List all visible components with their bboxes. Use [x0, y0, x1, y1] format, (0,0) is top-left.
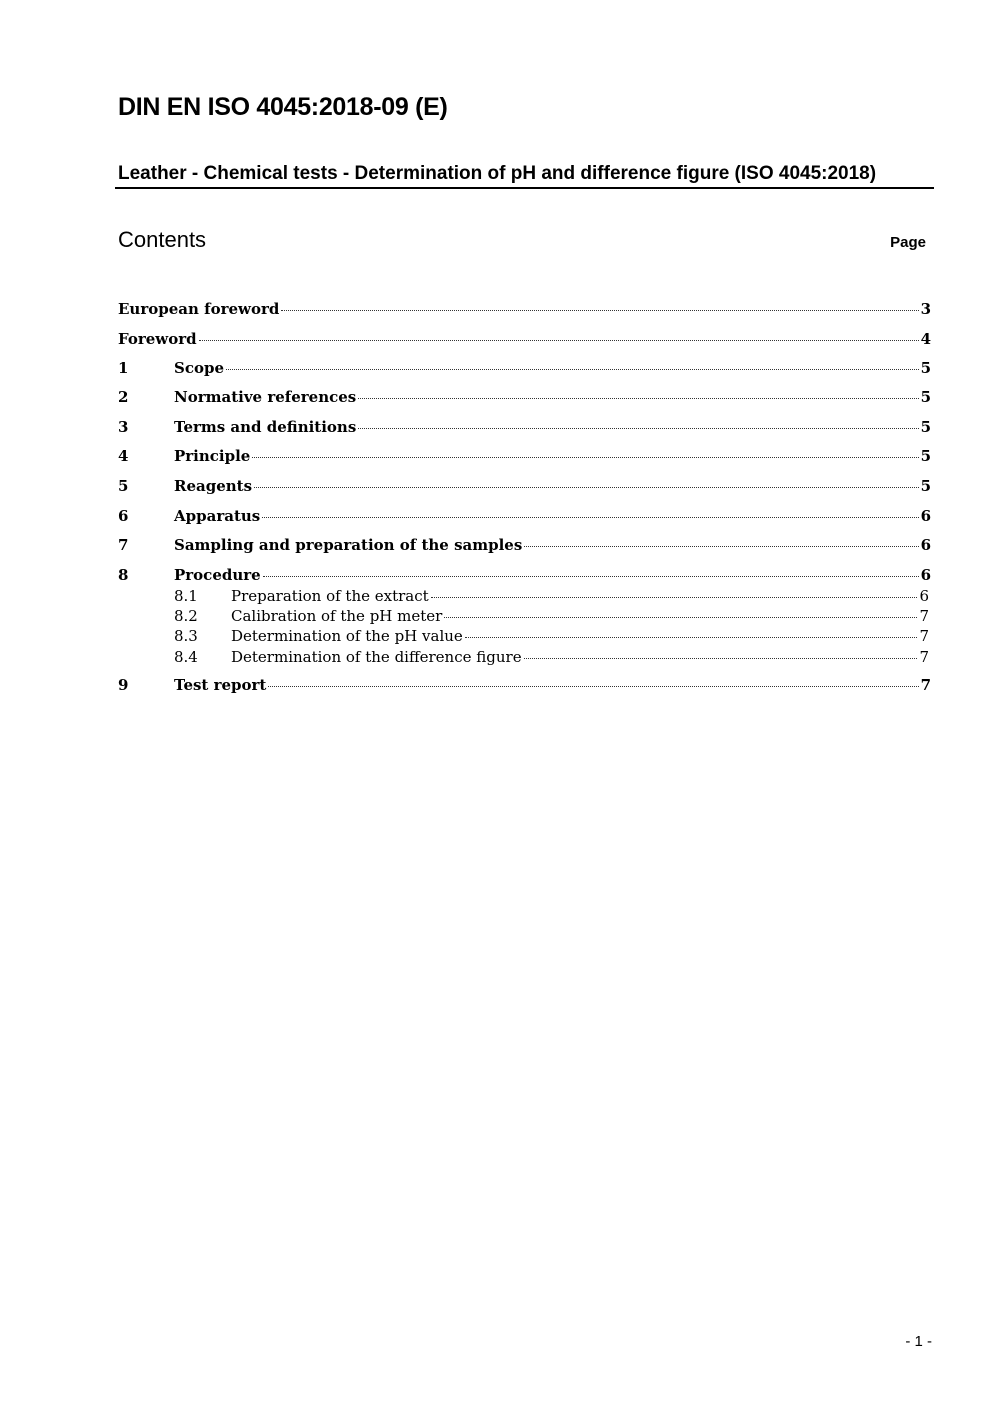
toc-entry-label: Reagents	[174, 477, 253, 495]
toc-entry-label: Test report	[174, 676, 267, 694]
toc-dot-leader	[524, 658, 918, 659]
toc-dot-leader	[281, 310, 918, 311]
toc-entry-label: Terms and definitions	[174, 418, 357, 436]
toc-entry-number: 9	[118, 676, 129, 694]
toc-entry-foreword[interactable]	[118, 330, 931, 352]
toc-entry-number: 1	[118, 359, 129, 377]
toc-entry-number: 8.3	[174, 627, 198, 645]
toc-entry-label: Determination of the difference figure	[231, 648, 522, 666]
document-code: DIN EN ISO 4045:2018-09 (E)	[118, 93, 448, 121]
toc-entry-number: 7	[118, 536, 129, 554]
toc-entry-scope[interactable]	[118, 359, 931, 381]
title-underline	[115, 187, 934, 189]
toc-entry-page: 5	[920, 447, 931, 465]
toc-entry-page: 5	[920, 388, 931, 406]
toc-entry-procedure[interactable]	[118, 566, 931, 588]
toc-dot-leader	[268, 686, 918, 687]
toc-dot-leader	[358, 398, 918, 399]
toc-dot-leader	[226, 369, 919, 370]
toc-entry-number: 8.4	[174, 648, 198, 666]
toc-dot-leader	[263, 576, 919, 577]
toc-entry-number: 8.1	[174, 587, 198, 605]
toc-entry-page: 4	[920, 330, 931, 348]
toc-entry-page: 6	[920, 536, 931, 554]
toc-entry-label: Preparation of the extract	[231, 587, 429, 605]
document-title: Leather - Chemical tests - Determination of pH and difference figure (ISO 4045:2018)	[118, 163, 877, 184]
toc-entry-page: 7	[920, 676, 931, 694]
toc-entry-label: Normative references	[174, 388, 357, 406]
toc-entry-apparatus[interactable]	[118, 507, 931, 529]
toc-entry-number: 3	[118, 418, 129, 436]
toc-dot-leader	[262, 517, 918, 518]
toc-dot-leader	[252, 457, 918, 458]
toc-entry-terms-and-definitions[interactable]	[118, 418, 931, 440]
toc-entry-normative-references[interactable]	[118, 388, 931, 410]
toc-entry-page: 5	[920, 477, 931, 495]
toc-entry-label: Calibration of the pH meter	[231, 607, 443, 625]
toc-entry-label: Principle	[174, 447, 251, 465]
toc-entry-european-foreword[interactable]	[118, 300, 931, 322]
toc-entry-sampling[interactable]	[118, 536, 931, 558]
toc-entry-page: 6	[920, 507, 931, 525]
toc-dot-leader	[465, 637, 918, 638]
toc-entry-label: Procedure	[174, 566, 261, 584]
toc-entry-reagents[interactable]	[118, 477, 931, 499]
toc-entry-preparation-of-extract[interactable]	[118, 587, 929, 609]
toc-entry-label: Apparatus	[174, 507, 261, 525]
toc-entry-page: 6	[919, 587, 929, 605]
toc-entry-page: 7	[919, 648, 929, 666]
toc-dot-leader	[199, 340, 919, 341]
toc-entry-page: 6	[920, 566, 931, 584]
toc-dot-leader	[524, 546, 918, 547]
toc-entry-number: 8	[118, 566, 129, 584]
toc-entry-label: European foreword	[118, 300, 280, 318]
toc-entry-principle[interactable]	[118, 447, 931, 469]
toc-dot-leader	[444, 617, 917, 618]
contents-heading: Contents	[118, 227, 207, 252]
toc-dot-leader	[431, 597, 918, 598]
toc-entry-page: 7	[919, 607, 929, 625]
toc-entry-page: 7	[919, 627, 929, 645]
toc-entry-test-report[interactable]	[118, 676, 931, 698]
page-number: - 1 -	[905, 1333, 932, 1350]
toc-entry-page: 5	[920, 359, 931, 377]
toc-entry-number: 8.2	[174, 607, 198, 625]
toc-entry-label: Sampling and preparation of the samples	[174, 536, 523, 554]
toc-entry-number: 6	[118, 507, 129, 525]
toc-dot-leader	[358, 428, 918, 429]
toc-entry-label: Scope	[174, 359, 225, 377]
toc-entry-number: 5	[118, 477, 129, 495]
toc-entry-number: 2	[118, 388, 129, 406]
toc-dot-leader	[254, 487, 919, 488]
toc-entry-difference-figure[interactable]	[118, 648, 929, 670]
toc-entry-label: Foreword	[118, 330, 197, 348]
toc-entry-page: 3	[920, 300, 931, 318]
toc-entry-calibration[interactable]	[118, 607, 929, 629]
toc-entry-label: Determination of the pH value	[231, 627, 463, 645]
page-column-label: Page	[890, 234, 926, 251]
toc-entry-determination-ph[interactable]	[118, 627, 929, 649]
toc-entry-number: 4	[118, 447, 129, 465]
toc-entry-page: 5	[920, 418, 931, 436]
